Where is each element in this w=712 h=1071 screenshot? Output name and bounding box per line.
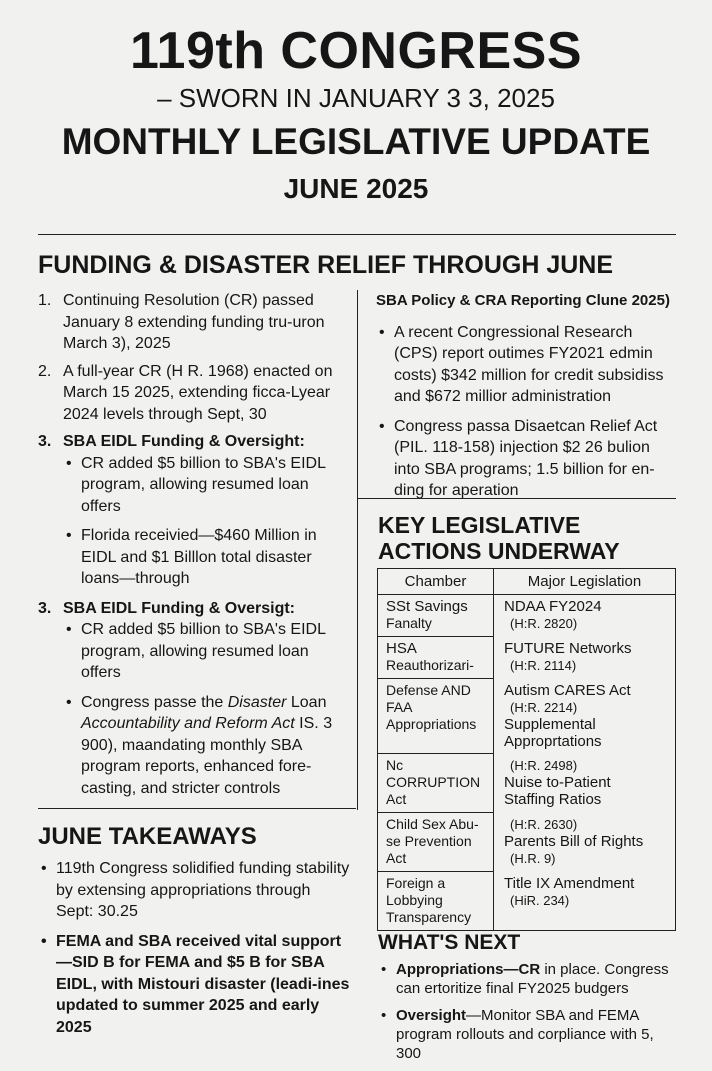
chamber-line: Act <box>386 850 407 866</box>
whats-next-heading: WHAT'S NEXT <box>378 931 521 954</box>
list-item: • Congress passe the Disaster Loan Accountability and Reform Act IS. 3 900), maandating monthly SBA program reports, enhanced fore-casting, and stricter controls <box>63 692 348 800</box>
table-row <box>378 595 676 637</box>
key-actions-heading: KEY LEGISLATIVE ACTIONS UNDERWAY <box>378 512 620 564</box>
legislation-cell <box>494 872 676 931</box>
chamber-line: Reauthorizari- <box>386 657 474 673</box>
legislation-table-body <box>378 595 676 931</box>
divider-right <box>358 498 676 499</box>
chamber-line: Lobbying <box>386 892 443 908</box>
sba-policy-heading: SBA Policy & CRA Reporting Clune 2025) <box>376 292 670 309</box>
funding-heading: FUNDING & DISASTER RELIEF THROUGH JUNE <box>38 251 614 279</box>
column-divider <box>357 290 358 810</box>
list-item: • 119th Congress solidified funding stability by extensing appropriations through Sept: 30.25 <box>38 858 350 923</box>
legislation-line: (H.R. 9) <box>510 850 556 866</box>
legislation-cell <box>494 813 676 872</box>
legislation-line: Supplemental <box>504 715 596 733</box>
table-row <box>378 813 676 872</box>
takeaways-list <box>38 858 350 1046</box>
masthead <box>0 0 712 206</box>
legislation-line: Parents Bill of Rights <box>504 832 644 850</box>
list-item: 2. A full-year CR (H R. 1968) enacted on March 15 2025, extending ficca-Lyear 2024 levels through Sept, 30 <box>38 362 333 423</box>
chamber-line: HSA <box>386 640 417 657</box>
legislation-table <box>377 568 676 931</box>
legislation-line: (H:R. 2214) <box>510 699 578 715</box>
legislation-line: (HiR. 234) <box>510 892 570 908</box>
chamber-line: CORRUPTION <box>386 774 481 790</box>
legislation-line: (H:R. 2114) <box>510 657 577 673</box>
legislation-line: Title IX Amendment <box>504 874 635 892</box>
funding-list <box>38 290 348 799</box>
divider-top <box>38 234 676 235</box>
legislation-cell <box>494 637 676 679</box>
funding-section <box>38 290 348 807</box>
legislation-line: Staffing Ratios <box>504 790 602 808</box>
chamber-line: Nc <box>386 757 404 773</box>
chamber-cell <box>378 813 494 872</box>
legislation-line: (H:R. 2498) <box>510 757 578 773</box>
chamber-cell <box>378 872 494 931</box>
chamber-line: Foreign a <box>386 875 446 891</box>
list-item: 1. Continuing Resolution (CR) passed January 8 extending funding tru-uron March 3), 2025 <box>38 292 325 352</box>
chamber-line: Act <box>386 791 407 807</box>
legislation-cell <box>494 754 676 813</box>
chamber-line: SSt Savings <box>386 598 468 615</box>
eidl-bullets <box>63 619 348 799</box>
eidl-title: SBA EIDL Funding & Oversigt: <box>63 599 296 617</box>
list-item: • Oversight—Monitor SBA and FEMA program rollouts and corpliance with 5, 300 <box>378 1006 678 1063</box>
eidl-bullets <box>63 453 348 590</box>
legislation-line: Nuise to-Patient <box>504 773 611 791</box>
table-row <box>378 754 676 813</box>
column-header: Chamber <box>378 569 494 595</box>
list-item: • A recent Congressional Research (CPS) report outimes FY2021 edmin costs) $342 million for credit subsidiss and $672 millior administration <box>376 322 678 408</box>
list-item: 3. SBA EIDL Funding & Oversight: • CR added $5 billion to SBA's EIDL program, allowing resumed loan offers • Florida receivied—$460 Million in EIDL and $1 Billlon total disaster loans—through <box>38 431 348 590</box>
legislation-line: Approprtations <box>504 732 602 750</box>
chamber-cell <box>378 679 494 754</box>
list-item: • CR added $5 billion to SBA's EIDL program, allowing resumed loan offers <box>63 619 348 684</box>
legislation-line: (H:R. 2630) <box>510 816 578 832</box>
page-subtitle: – SWORN IN JANUARY 3 3, 2025 <box>157 83 555 113</box>
table-header-row <box>378 569 676 595</box>
update-date: JUNE 2025 <box>283 173 429 204</box>
column-header: Major Legislation <box>494 569 676 595</box>
divider-left <box>38 808 356 809</box>
sba-policy-bullets <box>376 322 678 502</box>
table-row <box>378 872 676 931</box>
eidl-title: SBA EIDL Funding & Oversight: <box>63 433 305 450</box>
list-item: • FEMA and SBA received vital support —SID B for FEMA and $5 B for SBA EIDL, with Mistouri disaster (leadi-ines updated to summer 2025 and early 2025 <box>38 931 350 1039</box>
legislation-line: NDAA FY2024 <box>504 598 602 615</box>
takeaways-heading: JUNE TAKEAWAYS <box>38 823 257 850</box>
table-row <box>378 679 676 754</box>
list-item: • Appropriations—CR in place. Congress can ertoritize final FY2025 budgers <box>378 960 678 998</box>
chamber-cell <box>378 595 494 637</box>
chamber-cell <box>378 637 494 679</box>
chamber-line: Fanalty <box>386 615 432 631</box>
chamber-line: Child Sex Abu- <box>386 816 479 832</box>
table-row <box>378 637 676 679</box>
legislation-cell <box>494 679 676 754</box>
chamber-line: Defense AND <box>386 682 471 698</box>
chamber-line: Transparency <box>386 909 472 925</box>
legislation-line: FUTURE Networks <box>504 639 632 657</box>
list-item: • Congress passa Disaetcan Relief Act (PIL. 118-158) injection $2 26 bulion into SBA programs; 1.5 billion for en-ding for aperation <box>376 416 678 502</box>
chamber-line: Appropriations <box>386 716 477 732</box>
chamber-line: se Prevention <box>386 833 472 849</box>
chamber-cell <box>378 754 494 813</box>
sba-policy-section <box>376 290 678 510</box>
list-item: • CR added $5 billion to SBA's EIDL program, allowing resumed loan offers <box>63 453 348 518</box>
page-title: 119th CONGRESS <box>129 22 583 80</box>
legislation-line: (H:R. 2820) <box>510 616 578 631</box>
legislation-cell <box>494 595 676 637</box>
list-item: • Florida receivied—$460 Million in EIDL and $1 Billlon total disaster loans—through <box>63 525 348 590</box>
update-heading: MONTHLY LEGISLATIVE UPDATE <box>61 121 651 162</box>
whats-next-list <box>378 960 678 1071</box>
list-item: 3. SBA EIDL Funding & Oversigt: • CR added $5 billion to SBA's EIDL program, allowing resumed loan offers • Congress passe the Disaster Loan Accountability and Reform Act IS. 3 900), maandating monthly SBA program reports, enhanced fore-casting, and stricter controls <box>38 598 348 800</box>
chamber-line: FAA <box>386 699 413 715</box>
legislation-line: Autism CARES Act <box>504 681 631 699</box>
